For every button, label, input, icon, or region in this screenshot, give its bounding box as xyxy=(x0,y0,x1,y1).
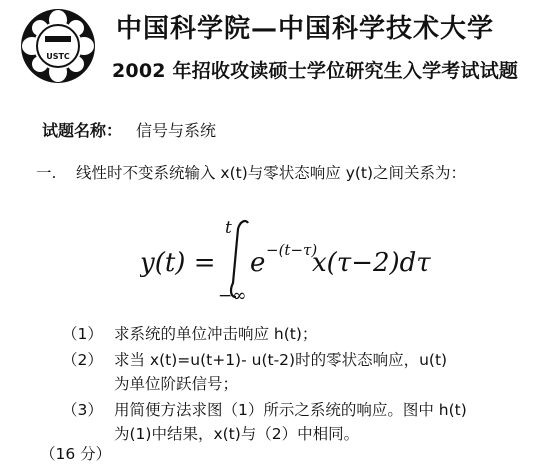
sub-question-3 xyxy=(62,398,532,446)
integral-formula xyxy=(140,213,440,303)
sub-question-line: 求系统的单位冲击响应 h(t)； xyxy=(114,325,318,343)
subject-label: 试题名称： xyxy=(42,121,123,140)
formula-lower-limit: −∞ xyxy=(218,286,247,303)
formula-exponent: −(t−τ) xyxy=(266,241,318,259)
sub-question-line: 用简便方法求图（1）所示之系统的响应。图中 h(t) xyxy=(114,401,467,419)
sub-question-number: （2） xyxy=(62,351,103,369)
subject-line xyxy=(42,118,216,141)
formula-lhs: y(t) = xyxy=(140,248,216,278)
question-text: 线性时不变系统输入 x(t)与零状态响应 y(t)之间关系为： xyxy=(76,164,467,182)
formula-base: e xyxy=(250,248,266,278)
university-seal-icon xyxy=(20,8,96,84)
formula-rest: x(τ−2)dτ xyxy=(312,248,431,278)
exam-title: 2002 年招收攻读硕士学位研究生入学考试试题 xyxy=(112,60,519,82)
question-1 xyxy=(36,160,526,186)
sub-question-line: 为(1)中结果，x(t)与（2）中相同。 xyxy=(114,425,360,443)
sub-question-line: 求当 x(t)=u(t+1)- u(t-2)时的零状态响应，u(t) xyxy=(114,351,448,369)
sub-question-number: （1） xyxy=(62,325,103,343)
sub-question-number: （3） xyxy=(62,401,103,419)
sub-question-2 xyxy=(62,348,532,396)
university-title: 中国科学院—中国科学技术大学 xyxy=(116,14,495,44)
formula-upper-limit: t xyxy=(225,218,232,238)
score-label: （16 分） xyxy=(40,445,112,463)
logo-text: USTC xyxy=(46,52,70,61)
sub-question-line: 为单位阶跃信号； xyxy=(114,375,239,393)
question-number: 一. xyxy=(36,164,57,182)
sub-question-1 xyxy=(62,322,532,346)
subject-value: 信号与系统 xyxy=(136,121,217,140)
